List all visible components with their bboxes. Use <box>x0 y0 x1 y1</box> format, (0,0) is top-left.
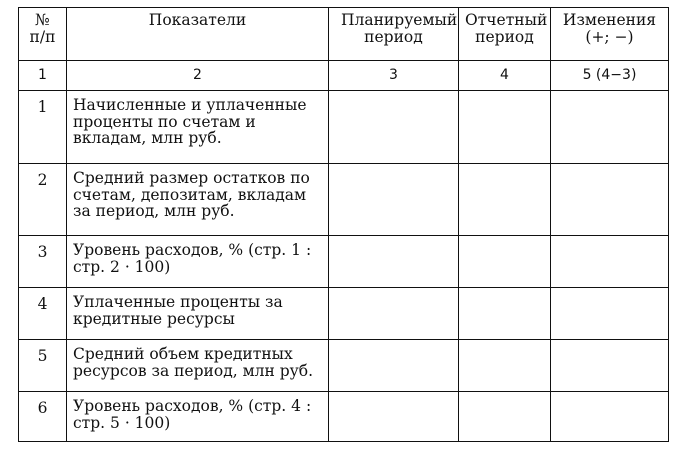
table-row <box>19 236 669 288</box>
row-indicator: Средний объем кредитных ресурсов за период, млн руб. <box>67 340 329 392</box>
row-number: 4 <box>19 288 67 340</box>
column-number: 2 <box>67 61 329 91</box>
header-plan: Планируемый период <box>329 8 459 61</box>
row-indicator: Средний размер остатков по счетам, депозитам, вкладам за период, млн руб. <box>67 164 329 236</box>
row-plan-value <box>329 236 459 288</box>
row-change-value <box>551 392 669 442</box>
row-change-value <box>551 164 669 236</box>
header-row <box>19 8 669 61</box>
row-plan-value <box>329 91 459 164</box>
row-change-value <box>551 340 669 392</box>
row-indicator: Уровень расходов, % (стр. 4 : стр. 5 · 100) <box>67 392 329 442</box>
row-fact-value <box>459 340 551 392</box>
row-plan-value <box>329 288 459 340</box>
row-indicator: Начисленные и уплаченные проценты по счетам и вкладам, млн руб. <box>67 91 329 164</box>
column-number: 1 <box>19 61 67 91</box>
header-change: Изменения (+; −) <box>551 8 669 61</box>
row-fact-value <box>459 91 551 164</box>
column-number: 5 (4−3) <box>551 61 669 91</box>
table-row <box>19 392 669 442</box>
row-number: 3 <box>19 236 67 288</box>
row-number: 5 <box>19 340 67 392</box>
row-fact-value <box>459 288 551 340</box>
indicators-table <box>18 7 669 442</box>
row-plan-value <box>329 164 459 236</box>
row-plan-value <box>329 392 459 442</box>
row-change-value <box>551 288 669 340</box>
row-number: 1 <box>19 91 67 164</box>
row-change-value <box>551 91 669 164</box>
table-row <box>19 164 669 236</box>
row-number: 6 <box>19 392 67 442</box>
header-fact: Отчетный период <box>459 8 551 61</box>
column-number: 4 <box>459 61 551 91</box>
row-fact-value <box>459 236 551 288</box>
column-number-row <box>19 61 669 91</box>
row-plan-value <box>329 340 459 392</box>
header-name: Показатели <box>67 8 329 61</box>
row-indicator: Уплаченные проценты за кредитные ресурсы <box>67 288 329 340</box>
row-number: 2 <box>19 164 67 236</box>
table-row <box>19 91 669 164</box>
table-row <box>19 288 669 340</box>
table-row <box>19 340 669 392</box>
header-num: № п/п <box>19 8 67 61</box>
row-fact-value <box>459 164 551 236</box>
row-change-value <box>551 236 669 288</box>
row-fact-value <box>459 392 551 442</box>
row-indicator: Уровень расходов, % (стр. 1 : стр. 2 · 100) <box>67 236 329 288</box>
column-number: 3 <box>329 61 459 91</box>
